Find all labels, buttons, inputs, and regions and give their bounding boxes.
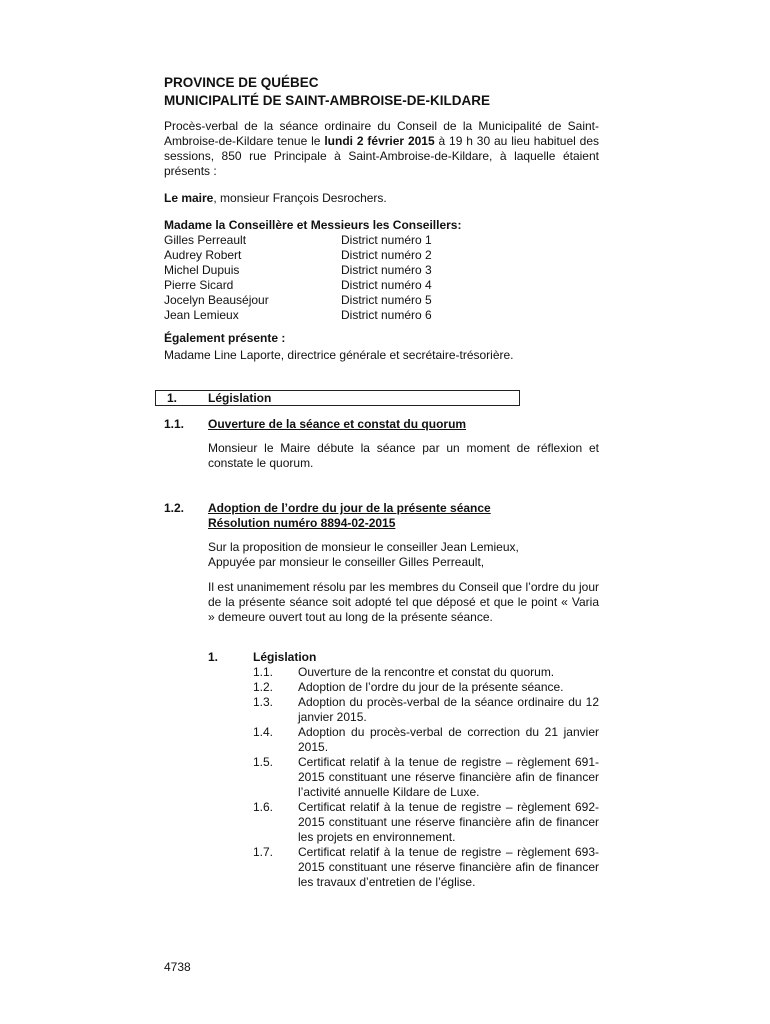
- agenda-item-number: 1.7.: [253, 845, 274, 859]
- list-item: [253, 680, 599, 695]
- agenda-item-number: 1.5.: [253, 755, 274, 769]
- intro-text-after: à 19 h 30 au lieu habituel des sessions, 850 rue Principale à Saint-Ambroise-de-Kildare, à laquelle étaient présents :: [164, 134, 600, 178]
- agenda-item-number: 1.6.: [253, 800, 274, 814]
- list-item: [253, 725, 599, 755]
- section-header-box: [155, 390, 520, 406]
- councillors-heading: Madame la Conseillère et Messieurs les Conseillers:: [164, 218, 462, 232]
- subsection-1-1-title: Ouverture de la séance et constat du quorum: [208, 417, 467, 431]
- also-present-heading: Également présente :: [164, 331, 286, 345]
- intro-paragraph: [164, 119, 599, 179]
- resolution-number: Résolution numéro 8894-02-2015: [208, 516, 396, 530]
- subsection-1-2-number: 1.2.: [164, 501, 185, 515]
- councillor-name: Jocelyn Beauséjour: [164, 293, 269, 307]
- section-title: Législation: [208, 391, 272, 405]
- section-number: 1.: [167, 391, 178, 405]
- councillor-district: District numéro 1: [341, 233, 432, 247]
- councillor-district: District numéro 2: [341, 248, 432, 262]
- agenda-item-text: Certificat relatif à la tenue de registre – règlement 692-2015 constituant une réserve financière afin de financer les projets en environnement.: [298, 800, 599, 844]
- list-item: [253, 755, 599, 800]
- agenda-item-text: Adoption du procès-verbal de la séance ordinaire du 12 janvier 2015.: [298, 695, 599, 724]
- councillor-district: District numéro 5: [341, 293, 432, 307]
- province-heading: PROVINCE DE QUÉBEC: [164, 75, 319, 90]
- subsection-1-2-title: Adoption de l’ordre du jour de la présente séance: [208, 501, 491, 515]
- councillor-name: Gilles Perreault: [164, 233, 247, 247]
- seconded-line: Appuyée par monsieur le conseiller Gilles Perreault,: [208, 555, 485, 569]
- councillor-district: District numéro 6: [341, 308, 432, 322]
- agenda-section-number: 1.: [208, 650, 219, 664]
- page-number: 4738: [164, 960, 191, 974]
- subsection-1-1-number: 1.1.: [164, 417, 185, 431]
- agenda-list: [253, 665, 599, 890]
- mayor-line: [164, 191, 387, 206]
- agenda-item-number: 1.2.: [253, 680, 274, 694]
- councillor-name: Jean Lemieux: [164, 308, 239, 322]
- agenda-item-text: Ouverture de la rencontre et constat du quorum.: [298, 665, 555, 679]
- proposal-line: Sur la proposition de monsieur le conseiller Jean Lemieux,: [208, 540, 519, 554]
- meeting-date: lundi 2 février 2015: [324, 134, 435, 148]
- also-present-text: Madame Line Laporte, directrice générale et secrétaire-trésorière.: [164, 348, 514, 362]
- agenda-item-number: 1.1.: [253, 665, 274, 679]
- intro-text-before: Procès-verbal de la séance ordinaire du Conseil de la Municipalité de Saint-Ambroise-de-Kildare tenue le: [164, 119, 599, 148]
- mayor-label: Le maire: [164, 191, 214, 205]
- agenda-item-text: Certificat relatif à la tenue de registre – règlement 693-2015 constituant une réserve financière afin de financer les travaux d’entretien de l’église.: [298, 845, 599, 889]
- mayor-text: , monsieur François Desrochers.: [213, 191, 387, 205]
- subsection-1-1-body: Monsieur le Maire débute la séance par un moment de réflexion et constate le quorum.: [208, 441, 599, 470]
- councillor-district: District numéro 4: [341, 278, 432, 292]
- agenda-item-number: 1.4.: [253, 725, 274, 739]
- agenda-item-text: Adoption du procès-verbal de correction du 21 janvier 2015.: [298, 725, 599, 754]
- list-item: [253, 800, 599, 845]
- municipality-heading: MUNICIPALITÉ DE SAINT-AMBROISE-DE-KILDARE: [164, 93, 490, 108]
- councillor-district: District numéro 3: [341, 263, 432, 277]
- councillor-name: Michel Dupuis: [164, 263, 240, 277]
- agenda-item-text: Certificat relatif à la tenue de registre – règlement 691-2015 constituant une réserve financière afin de financer l’activité annuelle Kildare de Luxe.: [298, 755, 599, 799]
- resolution-text: Il est unanimement résolu par les membres du Conseil que l’ordre du jour de la présente séance soit adopté tel que déposé et que le point « Varia » demeure ouvert tout au long de la présente séance.: [208, 580, 599, 624]
- list-item: [253, 665, 599, 680]
- councillor-name: Pierre Sicard: [164, 278, 234, 292]
- agenda-section-title: Législation: [253, 650, 317, 664]
- councillor-name: Audrey Robert: [164, 248, 242, 262]
- list-item: [253, 845, 599, 890]
- agenda-item-text: Adoption de l’ordre du jour de la présente séance.: [298, 680, 564, 694]
- agenda-item-number: 1.3.: [253, 695, 274, 709]
- list-item: [253, 695, 599, 725]
